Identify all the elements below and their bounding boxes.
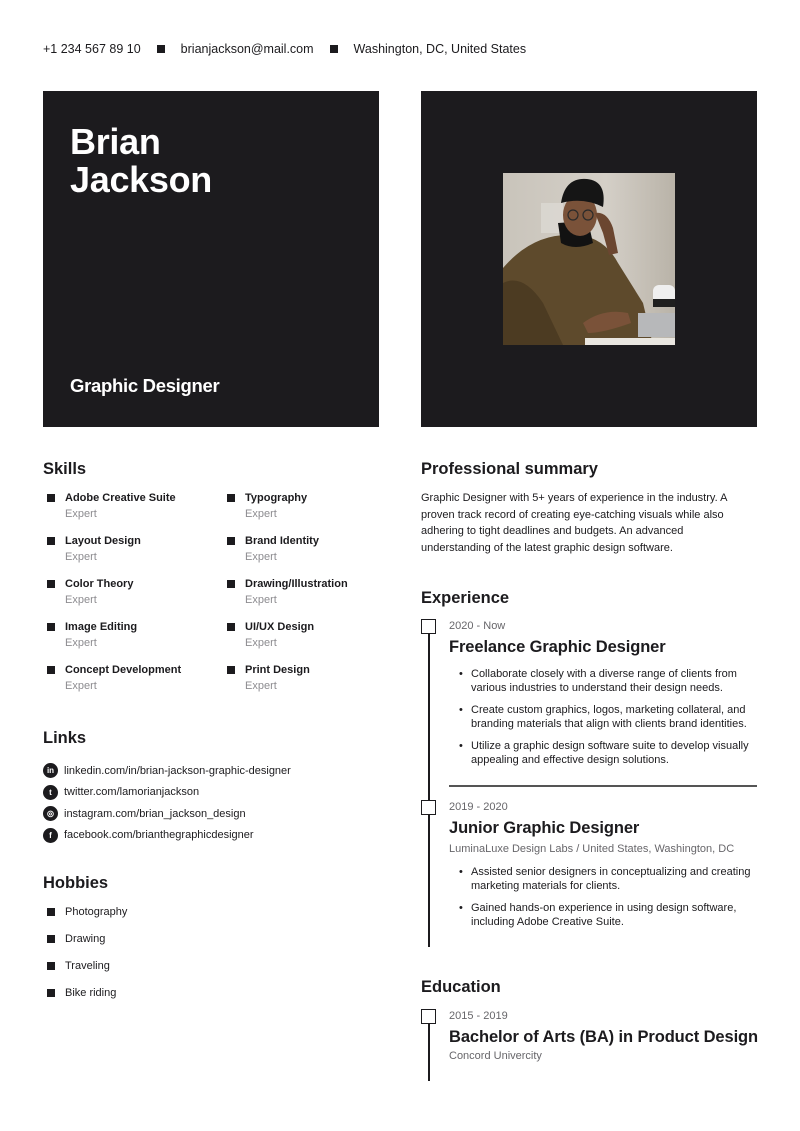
full-name: [70, 123, 212, 199]
square-bullet-icon: [47, 935, 55, 943]
timeline-marker-icon: [421, 800, 436, 815]
skill-level: Expert: [245, 551, 277, 563]
square-bullet-icon: [227, 580, 235, 588]
square-bullet-icon: [47, 666, 55, 674]
skill-name: UI/UX Design: [245, 621, 315, 633]
link-text[interactable]: linkedin.com/in/brian-jackson-graphic-designer: [64, 764, 291, 777]
skill-item: [47, 663, 227, 695]
name-panel: [43, 91, 379, 427]
job-bullet: • Assisted senior designers in conceptualizing and creating marketing materials for clients.: [459, 866, 769, 893]
skill-level: Expert: [245, 637, 277, 649]
skills-list: [47, 491, 387, 695]
degree-title: Bachelor of Arts (BA) in Product Design: [449, 1028, 759, 1046]
skill-level: Expert: [65, 508, 97, 520]
skill-item: [47, 577, 227, 609]
square-bullet-icon: [47, 494, 55, 502]
job-bullet: • Utilize a graphic design software suite to develop visually appealing and effective design solutions.: [459, 740, 769, 767]
skill-item: [227, 577, 387, 609]
link-facebook[interactable]: [43, 825, 291, 847]
skill-level: Expert: [245, 508, 277, 520]
contact-bar: [43, 42, 526, 56]
skill-name: Typography: [245, 492, 308, 504]
job-bullets: [459, 866, 769, 938]
link-text[interactable]: twitter.com/lamorianjackson: [64, 786, 200, 799]
education-timeline-line: [428, 1017, 430, 1081]
summary-heading: Professional summary: [421, 460, 598, 478]
skills-heading: Skills: [43, 460, 87, 478]
links-list: [43, 760, 291, 846]
square-bullet-icon: [47, 962, 55, 970]
school-name: Concord Univercity: [449, 1050, 542, 1062]
job-title: Freelance Graphic Designer: [449, 638, 666, 656]
instagram-icon: ◎: [43, 806, 58, 821]
square-bullet-icon: [47, 908, 55, 916]
hobby-item: [47, 958, 127, 985]
job-title: Graphic Designer: [70, 375, 220, 396]
experience-divider: [449, 785, 757, 787]
skill-level: Expert: [245, 594, 277, 606]
education-period: 2015 - 2019: [449, 1010, 508, 1022]
phone-text: +1 234 567 89 10: [43, 42, 141, 56]
job-period: 2019 - 2020: [449, 801, 508, 813]
portrait-illustration: [503, 173, 675, 345]
link-linkedin[interactable]: [43, 760, 291, 782]
hobby-text: Traveling: [65, 960, 110, 972]
link-text[interactable]: facebook.com/brianthegraphicdesigner: [64, 829, 254, 842]
skill-item: [47, 534, 227, 566]
skill-level: Expert: [65, 594, 97, 606]
square-bullet-icon: [227, 537, 235, 545]
job-company-location: LuminaLuxe Design Labs / United States, Washington, DC: [449, 843, 735, 855]
education-heading: Education: [421, 978, 501, 996]
skill-level: Expert: [65, 551, 97, 563]
skill-name: Adobe Creative Suite: [65, 492, 176, 504]
linkedin-icon: in: [43, 763, 58, 778]
skill-item: [227, 620, 387, 652]
timeline-marker-icon: [421, 619, 436, 634]
hobby-item: [47, 904, 127, 931]
skill-item: [227, 663, 387, 695]
skill-name: Color Theory: [65, 578, 134, 590]
skill-name: Concept Development: [65, 664, 182, 676]
skill-item: [227, 491, 387, 523]
square-bullet-icon: [47, 989, 55, 997]
skill-level: Expert: [245, 680, 277, 692]
facebook-icon: f: [43, 828, 58, 843]
twitter-icon: t: [43, 785, 58, 800]
job-title: Junior Graphic Designer: [449, 819, 640, 837]
skill-name: Layout Design: [65, 535, 141, 547]
square-bullet-icon: [47, 623, 55, 631]
skill-name: Image Editing: [65, 621, 138, 633]
hobbies-heading: Hobbies: [43, 874, 109, 892]
link-twitter[interactable]: [43, 782, 291, 804]
skill-item: [47, 491, 227, 523]
links-heading: Links: [43, 729, 87, 747]
job-bullet: • Gained hands-on experience in using design software, including Adobe Creative Suite.: [459, 902, 769, 929]
hobby-text: Photography: [65, 906, 128, 918]
hobbies-list: [47, 904, 127, 1012]
photo-panel: [421, 91, 757, 427]
skill-name: Drawing/Illustration: [245, 578, 348, 590]
link-text[interactable]: instagram.com/brian_jackson_design: [64, 807, 246, 820]
first-name: Brian: [70, 121, 161, 162]
experience-heading: Experience: [421, 589, 510, 607]
location-text: Washington, DC, United States: [353, 42, 527, 56]
skill-level: Expert: [65, 680, 97, 692]
email-text: brianjackson@mail.com: [180, 42, 314, 56]
experience-timeline-line: [428, 627, 430, 947]
last-name: Jackson: [70, 159, 212, 200]
hobby-text: Bike riding: [65, 987, 117, 999]
skill-item: [227, 534, 387, 566]
separator-square: [157, 45, 165, 53]
square-bullet-icon: [227, 666, 235, 674]
skill-item: [47, 620, 227, 652]
square-bullet-icon: [227, 494, 235, 502]
hobby-text: Drawing: [65, 933, 106, 945]
square-bullet-icon: [47, 580, 55, 588]
job-period: 2020 - Now: [449, 620, 506, 632]
job-bullet: • Collaborate closely with a diverse range of clients from various industries to understand their design needs.: [459, 668, 769, 695]
square-bullet-icon: [227, 623, 235, 631]
skill-name: Brand Identity: [245, 535, 319, 547]
skill-name: Print Design: [245, 664, 310, 676]
separator-square: [330, 45, 338, 53]
summary-text: Graphic Designer with 5+ years of experience in the industry. A proven track record of creating eye-catching visuals while also adhering to tight deadlines and budgets. An advanced understanding of the latest graphic design software.: [421, 492, 727, 554]
timeline-marker-icon: [421, 1009, 436, 1024]
profile-photo: [503, 173, 675, 345]
square-bullet-icon: [47, 537, 55, 545]
link-instagram[interactable]: [43, 803, 291, 825]
job-bullet: • Create custom graphics, logos, marketing collateral, and branding materials that align with clients brand identities.: [459, 704, 769, 731]
hobby-item: [47, 931, 127, 958]
skill-level: Expert: [65, 637, 97, 649]
hobby-item: [47, 985, 127, 1012]
job-bullets: [459, 668, 769, 776]
